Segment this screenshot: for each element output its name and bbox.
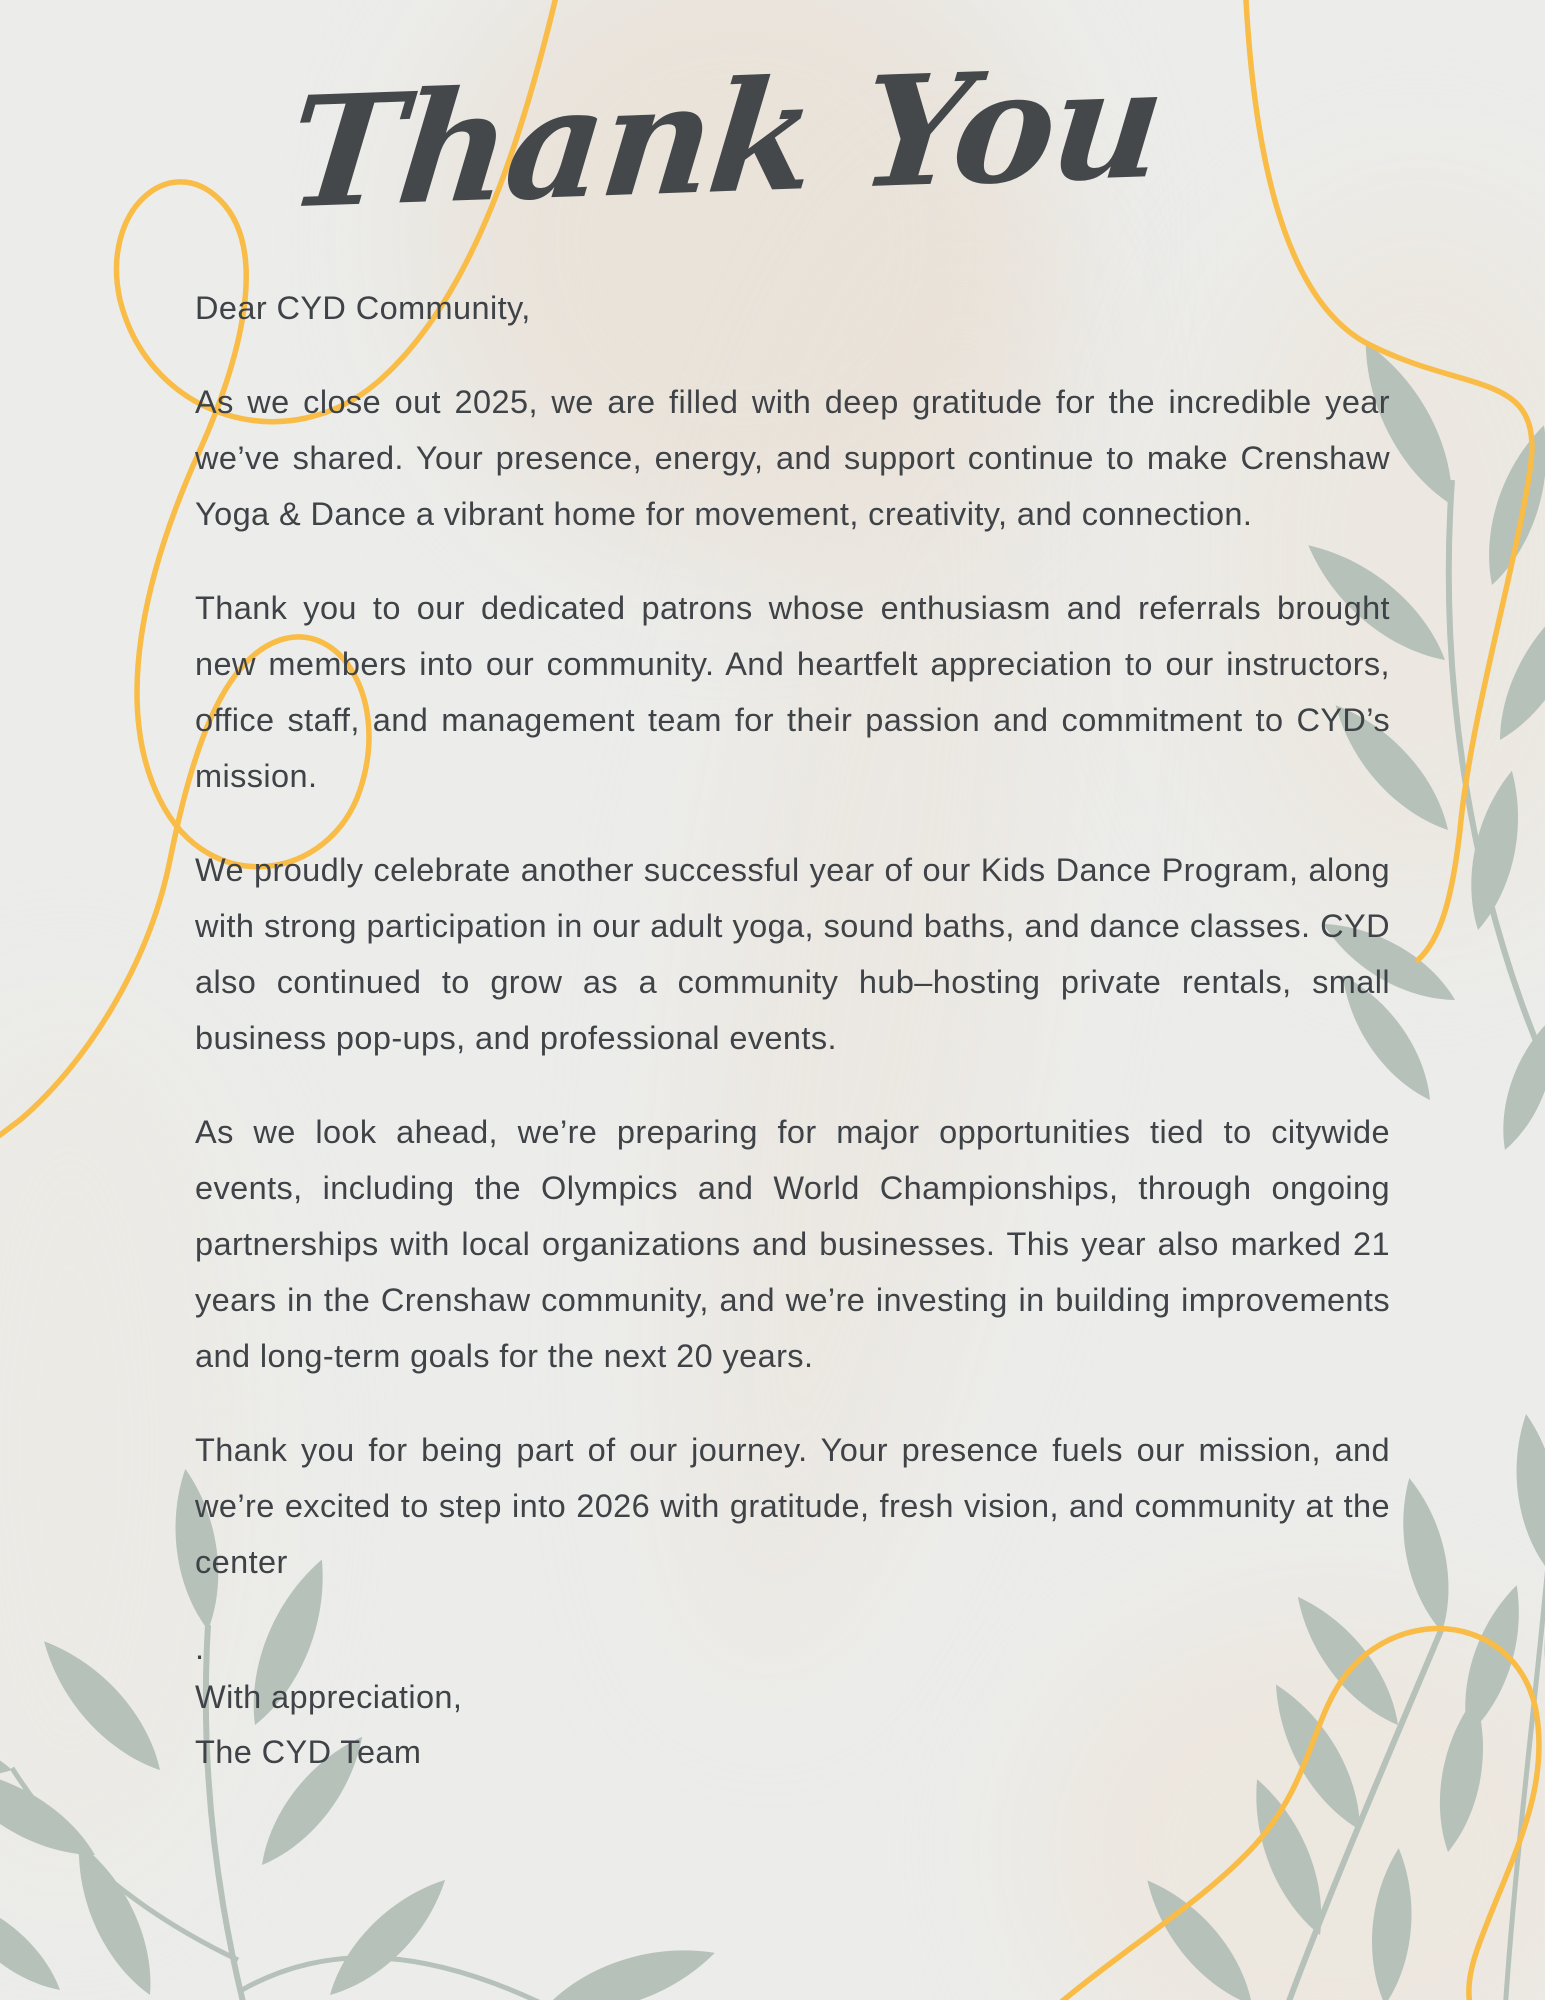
stray-period: . <box>195 1630 205 1666</box>
signature-line: The CYD Team <box>195 1734 422 1770</box>
letter-paragraph: Thank you to our dedicated patrons whose enthusiasm and referrals brought new members into our community. And heartfelt appreciation to our instructors, office staff, and management team for their passion and commitment to CYD’s mission. <box>195 590 1390 794</box>
salutation: Dear CYD Community, <box>195 290 531 326</box>
closing-line: With appreciation, <box>195 1679 463 1715</box>
letter-paragraph: Thank you for being part of our journey. Your presence fuels our mission, and we’re excited to step into 2026 with gratitude, fresh vision, and community at the center <box>195 1432 1390 1580</box>
page-title-script: Thank You <box>279 32 1170 243</box>
closing-block <box>195 1670 1390 1780</box>
letter-paragraph: We proudly celebrate another successful year of our Kids Dance Program, along with strong participation in our adult yoga, sound baths, and dance classes. CYD also continued to grow as a community hub–hosting private rentals, small business pop-ups, and professional events. <box>195 852 1390 1056</box>
letter-paragraph: As we close out 2025, we are filled with deep gratitude for the incredible year we’ve shared. Your presence, energy, and support continue to make Crenshaw Yoga & Dance a vibrant home for movement, creativity, and connection. <box>195 384 1390 532</box>
letter-paragraph: As we look ahead, we’re preparing for major opportunities tied to citywide events, including the Olympics and World Championships, through ongoing partnerships with local organizations and businesses. This year also marked 21 years in the Crenshaw community, and we’re investing in building improvements and long-term goals for the next 20 years. <box>195 1114 1390 1374</box>
